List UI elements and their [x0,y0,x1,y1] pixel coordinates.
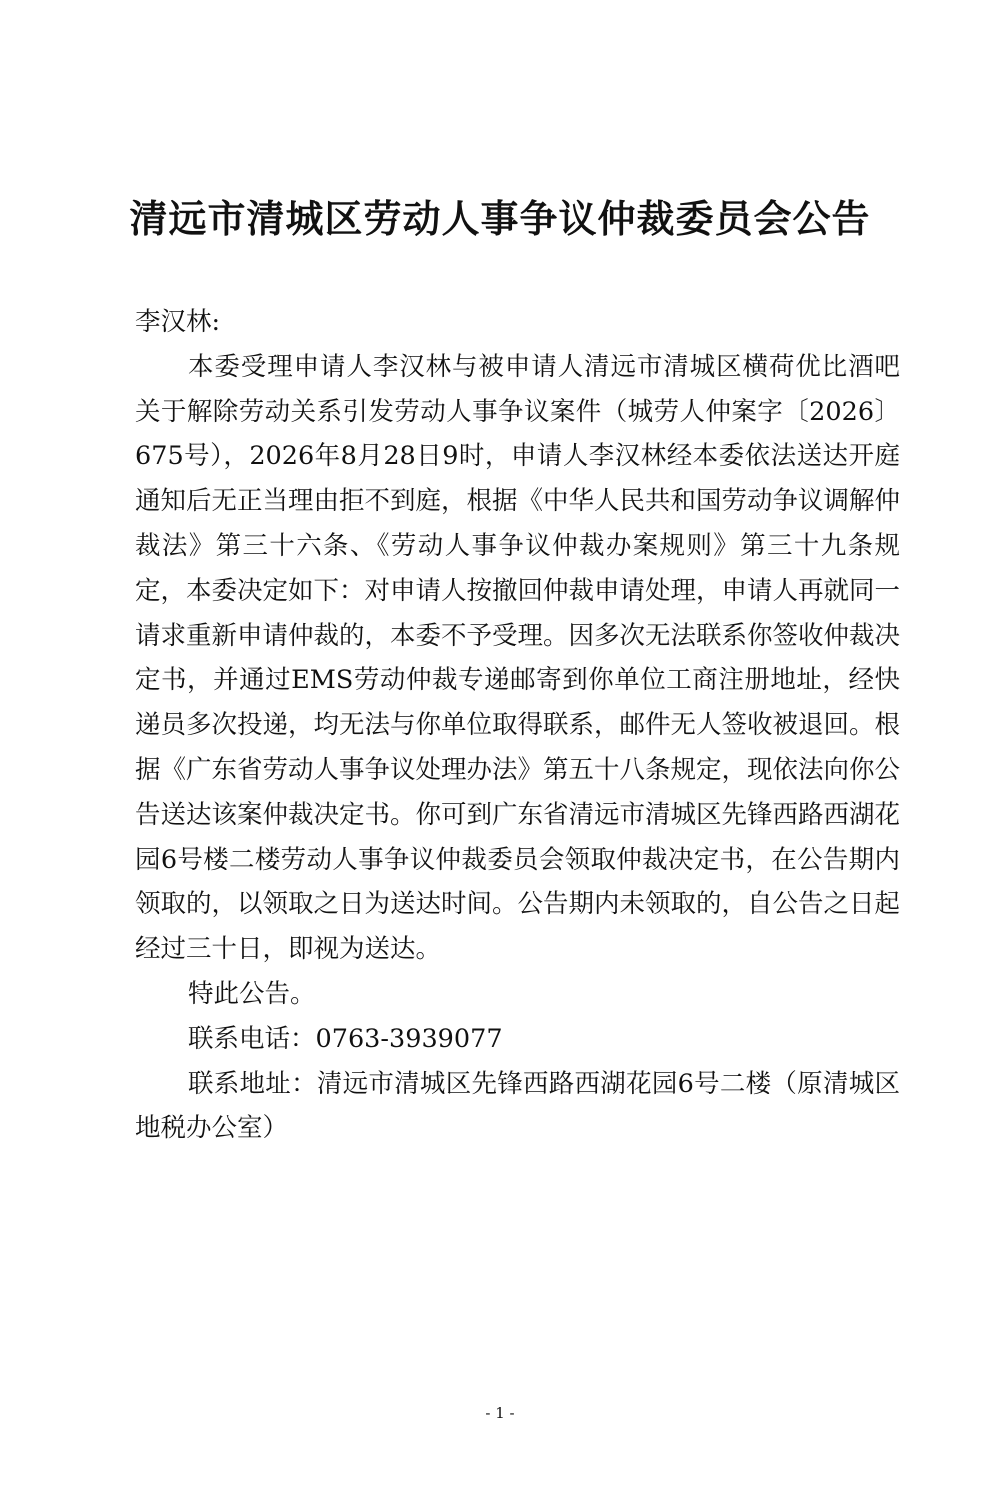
main-paragraph: 本委受理申请人李汉林与被申请人清远市清城区横荷优比酒吧关于解除劳动关系引发劳动人事争议案件（城劳人仲案字〔2026〕675号），2026年8月28日9时，申请人李汉林经本委依法送达开庭通知后无正当理由拒不到庭，根据《中华人民共和国劳动争议调解仲裁法》第三十六条、《劳动人事争议仲裁办案规则》第三十九条规定，本委决定如下：对申请人按撤回仲裁申请处理，申请人再就同一请求重新申请仲裁的，本委不予受理。因多次无法联系你签收仲裁决定书，并通过EMS劳动仲裁专递邮寄到你单位工商注册地址，经快递员多次投递，均无法与你单位取得联系，邮件无人签收被退回。根据《广东省劳动人事争议处理办法》第五十八条规定，现依法向你公告送达该案仲裁决定书。你可到广东省清远市清城区先锋西路西湖花园6号楼二楼劳动人事争议仲裁委员会领取仲裁决定书，在公告期内领取的，以领取之日为送达时间。公告期内未领取的，自公告之日起经过三十日，即视为送达。 [135,351,901,965]
page-number: - 1 - [485,1404,515,1422]
contact-phone: 联系电话：0763-3939077 [188,1023,503,1054]
closing-statement: 特此公告。 [188,978,316,1009]
document-body [135,300,900,1151]
contact-address: 联系地址：清远市清城区先锋西路西湖花园6号二楼（原清城区地税办公室） [135,1068,900,1144]
document-title: 清远市清城区劳动人事争议仲裁委员会公告 [129,196,871,241]
addressee: 李汉林: [135,307,221,337]
